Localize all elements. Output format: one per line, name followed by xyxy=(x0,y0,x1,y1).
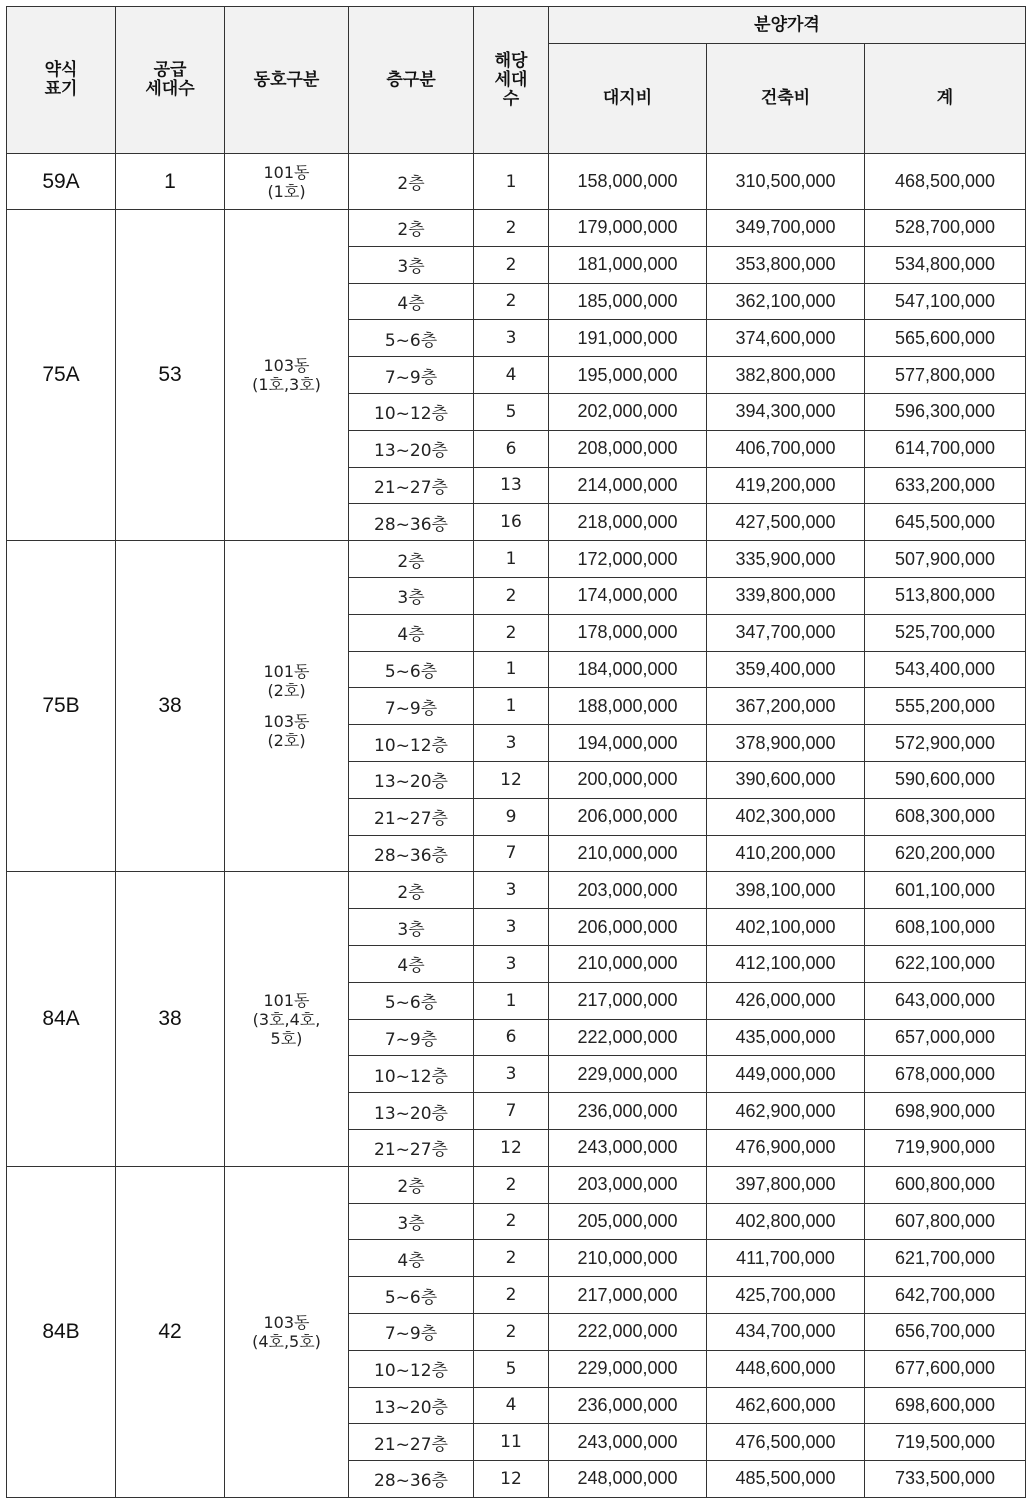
total-price-cell: 577,800,000 xyxy=(865,357,1026,394)
floor-cell: 7~9층 xyxy=(349,1019,474,1056)
building-price-cell: 353,800,000 xyxy=(707,246,865,283)
total-price-cell: 608,100,000 xyxy=(865,909,1026,946)
land-price-cell: 222,000,000 xyxy=(549,1313,707,1350)
units-cell: 2 xyxy=(474,283,549,320)
dong-cell xyxy=(225,154,349,210)
land-price-cell: 202,000,000 xyxy=(549,393,707,430)
building-price-cell: 435,000,000 xyxy=(707,1019,865,1056)
header-type-line1: 약식 xyxy=(44,60,78,80)
building-price-cell: 419,200,000 xyxy=(707,467,865,504)
type-cell: 84A xyxy=(7,872,116,1166)
land-price-cell: 210,000,000 xyxy=(549,1240,707,1277)
units-cell: 2 xyxy=(474,246,549,283)
total-price-cell: 547,100,000 xyxy=(865,283,1026,320)
type-cell: 59A xyxy=(7,154,116,210)
total-price-cell: 572,900,000 xyxy=(865,725,1026,762)
floor-cell: 4층 xyxy=(349,283,474,320)
floor-cell: 3층 xyxy=(349,909,474,946)
building-price-cell: 448,600,000 xyxy=(707,1350,865,1387)
dong-line: 103동 xyxy=(263,356,310,376)
building-price-cell: 394,300,000 xyxy=(707,393,865,430)
floor-cell: 2층 xyxy=(349,541,474,578)
units-cell: 3 xyxy=(474,320,549,357)
building-price-cell: 374,600,000 xyxy=(707,320,865,357)
land-price-cell: 206,000,000 xyxy=(549,798,707,835)
dong-cell xyxy=(225,1166,349,1497)
dong-line: (2호) xyxy=(267,681,306,701)
dong-line: (1호) xyxy=(267,181,306,201)
dong-line: 5호) xyxy=(270,1028,303,1048)
units-cell: 6 xyxy=(474,1019,549,1056)
floor-cell: 13~20층 xyxy=(349,1093,474,1130)
dong-line: (2호) xyxy=(267,731,306,751)
units-cell: 2 xyxy=(474,1203,549,1240)
land-price-cell: 214,000,000 xyxy=(549,467,707,504)
units-cell: 1 xyxy=(474,651,549,688)
units-cell: 2 xyxy=(474,614,549,651)
units-cell: 12 xyxy=(474,1461,549,1498)
building-price-cell: 359,400,000 xyxy=(707,651,865,688)
units-cell: 4 xyxy=(474,357,549,394)
land-price-cell: 243,000,000 xyxy=(549,1129,707,1166)
type-cell: 84B xyxy=(7,1166,116,1497)
building-price-cell: 402,800,000 xyxy=(707,1203,865,1240)
building-price-cell: 335,900,000 xyxy=(707,541,865,578)
type-cell: 75A xyxy=(7,210,116,541)
dong-line: (4호,5호) xyxy=(252,1331,321,1351)
header-supply xyxy=(116,7,225,154)
total-price-cell: 525,700,000 xyxy=(865,614,1026,651)
land-price-cell: 206,000,000 xyxy=(549,909,707,946)
units-cell: 3 xyxy=(474,725,549,762)
land-price-cell: 208,000,000 xyxy=(549,430,707,467)
header-supply-line2: 세대수 xyxy=(145,79,195,99)
total-price-cell: 620,200,000 xyxy=(865,835,1026,872)
land-price-cell: 222,000,000 xyxy=(549,1019,707,1056)
floor-cell: 28~36층 xyxy=(349,835,474,872)
total-price-cell: 621,700,000 xyxy=(865,1240,1026,1277)
header-land: 대지비 xyxy=(549,44,707,154)
floor-cell: 7~9층 xyxy=(349,357,474,394)
land-price-cell: 181,000,000 xyxy=(549,246,707,283)
table-row xyxy=(7,872,1026,909)
land-price-cell: 179,000,000 xyxy=(549,210,707,247)
header-building: 건축비 xyxy=(707,44,865,154)
units-cell: 2 xyxy=(474,1313,549,1350)
header-total: 계 xyxy=(865,44,1026,154)
total-price-cell: 678,000,000 xyxy=(865,1056,1026,1093)
dong-line: 103동 xyxy=(263,1312,310,1332)
floor-cell: 7~9층 xyxy=(349,688,474,725)
building-price-cell: 406,700,000 xyxy=(707,430,865,467)
floor-cell: 21~27층 xyxy=(349,1129,474,1166)
supply-cell: 42 xyxy=(116,1166,225,1497)
floor-cell: 5~6층 xyxy=(349,982,474,1019)
land-price-cell: 203,000,000 xyxy=(549,872,707,909)
total-price-cell: 643,000,000 xyxy=(865,982,1026,1019)
total-price-cell: 656,700,000 xyxy=(865,1313,1026,1350)
header-floor: 층구분 xyxy=(349,7,474,154)
building-price-cell: 412,100,000 xyxy=(707,945,865,982)
floor-cell: 3층 xyxy=(349,1203,474,1240)
header-supply-line1: 공급 xyxy=(153,60,187,80)
land-price-cell: 248,000,000 xyxy=(549,1461,707,1498)
total-price-cell: 633,200,000 xyxy=(865,467,1026,504)
units-cell: 3 xyxy=(474,945,549,982)
total-price-cell: 528,700,000 xyxy=(865,210,1026,247)
land-price-cell: 217,000,000 xyxy=(549,982,707,1019)
units-cell: 12 xyxy=(474,1129,549,1166)
floor-cell: 2층 xyxy=(349,1166,474,1203)
total-price-cell: 555,200,000 xyxy=(865,688,1026,725)
units-cell: 6 xyxy=(474,430,549,467)
header-dong: 동호구분 xyxy=(225,7,349,154)
land-price-cell: 203,000,000 xyxy=(549,1166,707,1203)
floor-cell: 28~36층 xyxy=(349,1461,474,1498)
building-price-cell: 310,500,000 xyxy=(707,154,865,210)
header-price-group: 분양가격 xyxy=(549,7,1026,44)
units-cell: 1 xyxy=(474,154,549,210)
units-cell: 1 xyxy=(474,982,549,1019)
total-price-cell: 642,700,000 xyxy=(865,1277,1026,1314)
units-cell: 11 xyxy=(474,1424,549,1461)
header-type-line2: 표기 xyxy=(44,79,78,99)
floor-cell: 21~27층 xyxy=(349,1424,474,1461)
land-price-cell: 200,000,000 xyxy=(549,761,707,798)
floor-cell: 2층 xyxy=(349,154,474,210)
floor-cell: 21~27층 xyxy=(349,798,474,835)
units-cell: 12 xyxy=(474,761,549,798)
units-cell: 2 xyxy=(474,210,549,247)
building-price-cell: 462,600,000 xyxy=(707,1387,865,1424)
header-units-line3: 수 xyxy=(502,88,520,109)
table-row xyxy=(7,154,1026,210)
land-price-cell: 174,000,000 xyxy=(549,577,707,614)
dong-line: (1호,3호) xyxy=(252,375,321,395)
building-price-cell: 390,600,000 xyxy=(707,761,865,798)
floor-cell: 3층 xyxy=(349,577,474,614)
floor-cell: 10~12층 xyxy=(349,1350,474,1387)
land-price-cell: 185,000,000 xyxy=(549,283,707,320)
table-row xyxy=(7,1166,1026,1203)
units-cell: 13 xyxy=(474,467,549,504)
dong-cell xyxy=(225,541,349,872)
building-price-cell: 411,700,000 xyxy=(707,1240,865,1277)
total-price-cell: 698,900,000 xyxy=(865,1093,1026,1130)
building-price-cell: 339,800,000 xyxy=(707,577,865,614)
total-price-cell: 677,600,000 xyxy=(865,1350,1026,1387)
units-cell: 9 xyxy=(474,798,549,835)
land-price-cell: 205,000,000 xyxy=(549,1203,707,1240)
land-price-cell: 210,000,000 xyxy=(549,945,707,982)
supply-cell: 38 xyxy=(116,872,225,1166)
floor-cell: 10~12층 xyxy=(349,725,474,762)
dong-cell xyxy=(225,210,349,541)
land-price-cell: 184,000,000 xyxy=(549,651,707,688)
floor-cell: 3층 xyxy=(349,246,474,283)
table-header xyxy=(7,7,1026,154)
units-cell: 5 xyxy=(474,1350,549,1387)
total-price-cell: 733,500,000 xyxy=(865,1461,1026,1498)
floor-cell: 13~20층 xyxy=(349,430,474,467)
table-row xyxy=(7,210,1026,247)
header-units-line1: 해당 xyxy=(494,50,528,71)
floor-cell: 28~36층 xyxy=(349,504,474,541)
building-price-cell: 449,000,000 xyxy=(707,1056,865,1093)
building-price-cell: 476,900,000 xyxy=(707,1129,865,1166)
floor-cell: 5~6층 xyxy=(349,651,474,688)
total-price-cell: 719,500,000 xyxy=(865,1424,1026,1461)
land-price-cell: 243,000,000 xyxy=(549,1424,707,1461)
floor-cell: 5~6층 xyxy=(349,1277,474,1314)
total-price-cell: 607,800,000 xyxy=(865,1203,1026,1240)
supply-cell: 1 xyxy=(116,154,225,210)
land-price-cell: 172,000,000 xyxy=(549,541,707,578)
header-units xyxy=(474,7,549,154)
floor-cell: 13~20층 xyxy=(349,1387,474,1424)
units-cell: 7 xyxy=(474,835,549,872)
header-units-line2: 세대 xyxy=(494,69,528,90)
building-price-cell: 427,500,000 xyxy=(707,504,865,541)
land-price-cell: 236,000,000 xyxy=(549,1387,707,1424)
units-cell: 2 xyxy=(474,577,549,614)
total-price-cell: 622,100,000 xyxy=(865,945,1026,982)
land-price-cell: 236,000,000 xyxy=(549,1093,707,1130)
floor-cell: 4층 xyxy=(349,1240,474,1277)
building-price-cell: 426,000,000 xyxy=(707,982,865,1019)
building-price-cell: 362,100,000 xyxy=(707,283,865,320)
total-price-cell: 590,600,000 xyxy=(865,761,1026,798)
land-price-cell: 158,000,000 xyxy=(549,154,707,210)
land-price-cell: 217,000,000 xyxy=(549,1277,707,1314)
units-cell: 3 xyxy=(474,872,549,909)
table-body xyxy=(7,154,1026,1498)
building-price-cell: 434,700,000 xyxy=(707,1313,865,1350)
units-cell: 16 xyxy=(474,504,549,541)
dong-line: (3호,4호, xyxy=(252,1009,321,1029)
building-price-cell: 349,700,000 xyxy=(707,210,865,247)
floor-cell: 4층 xyxy=(349,614,474,651)
total-price-cell: 534,800,000 xyxy=(865,246,1026,283)
total-price-cell: 698,600,000 xyxy=(865,1387,1026,1424)
building-price-cell: 382,800,000 xyxy=(707,357,865,394)
dong-line xyxy=(225,700,348,712)
dong-line: 103동 xyxy=(263,712,310,732)
total-price-cell: 513,800,000 xyxy=(865,577,1026,614)
total-price-cell: 565,600,000 xyxy=(865,320,1026,357)
units-cell: 2 xyxy=(474,1240,549,1277)
price-table xyxy=(6,6,1026,1498)
building-price-cell: 410,200,000 xyxy=(707,835,865,872)
building-price-cell: 425,700,000 xyxy=(707,1277,865,1314)
dong-cell xyxy=(225,872,349,1166)
floor-cell: 13~20층 xyxy=(349,761,474,798)
units-cell: 7 xyxy=(474,1093,549,1130)
total-price-cell: 601,100,000 xyxy=(865,872,1026,909)
units-cell: 2 xyxy=(474,1166,549,1203)
land-price-cell: 191,000,000 xyxy=(549,320,707,357)
units-cell: 1 xyxy=(474,688,549,725)
floor-cell: 2층 xyxy=(349,872,474,909)
building-price-cell: 378,900,000 xyxy=(707,725,865,762)
total-price-cell: 614,700,000 xyxy=(865,430,1026,467)
units-cell: 1 xyxy=(474,541,549,578)
total-price-cell: 543,400,000 xyxy=(865,651,1026,688)
building-price-cell: 347,700,000 xyxy=(707,614,865,651)
land-price-cell: 229,000,000 xyxy=(549,1056,707,1093)
land-price-cell: 194,000,000 xyxy=(549,725,707,762)
total-price-cell: 596,300,000 xyxy=(865,393,1026,430)
dong-line: 101동 xyxy=(263,990,310,1010)
total-price-cell: 468,500,000 xyxy=(865,154,1026,210)
floor-cell: 7~9층 xyxy=(349,1313,474,1350)
building-price-cell: 367,200,000 xyxy=(707,688,865,725)
floor-cell: 10~12층 xyxy=(349,1056,474,1093)
units-cell: 2 xyxy=(474,1277,549,1314)
units-cell: 4 xyxy=(474,1387,549,1424)
supply-cell: 53 xyxy=(116,210,225,541)
total-price-cell: 719,900,000 xyxy=(865,1129,1026,1166)
total-price-cell: 600,800,000 xyxy=(865,1166,1026,1203)
floor-cell: 21~27층 xyxy=(349,467,474,504)
building-price-cell: 476,500,000 xyxy=(707,1424,865,1461)
land-price-cell: 210,000,000 xyxy=(549,835,707,872)
type-cell: 75B xyxy=(7,541,116,872)
total-price-cell: 608,300,000 xyxy=(865,798,1026,835)
table-row xyxy=(7,541,1026,578)
units-cell: 3 xyxy=(474,1056,549,1093)
total-price-cell: 645,500,000 xyxy=(865,504,1026,541)
units-cell: 3 xyxy=(474,909,549,946)
land-price-cell: 188,000,000 xyxy=(549,688,707,725)
building-price-cell: 462,900,000 xyxy=(707,1093,865,1130)
land-price-cell: 195,000,000 xyxy=(549,357,707,394)
units-cell: 5 xyxy=(474,393,549,430)
land-price-cell: 218,000,000 xyxy=(549,504,707,541)
floor-cell: 4층 xyxy=(349,945,474,982)
building-price-cell: 402,100,000 xyxy=(707,909,865,946)
total-price-cell: 507,900,000 xyxy=(865,541,1026,578)
dong-line: 101동 xyxy=(263,162,310,182)
floor-cell: 5~6층 xyxy=(349,320,474,357)
land-price-cell: 178,000,000 xyxy=(549,614,707,651)
header-type xyxy=(7,7,116,154)
floor-cell: 2층 xyxy=(349,210,474,247)
supply-cell: 38 xyxy=(116,541,225,872)
floor-cell: 10~12층 xyxy=(349,393,474,430)
land-price-cell: 229,000,000 xyxy=(549,1350,707,1387)
building-price-cell: 398,100,000 xyxy=(707,872,865,909)
total-price-cell: 657,000,000 xyxy=(865,1019,1026,1056)
building-price-cell: 402,300,000 xyxy=(707,798,865,835)
building-price-cell: 397,800,000 xyxy=(707,1166,865,1203)
building-price-cell: 485,500,000 xyxy=(707,1461,865,1498)
dong-line: 101동 xyxy=(263,662,310,682)
